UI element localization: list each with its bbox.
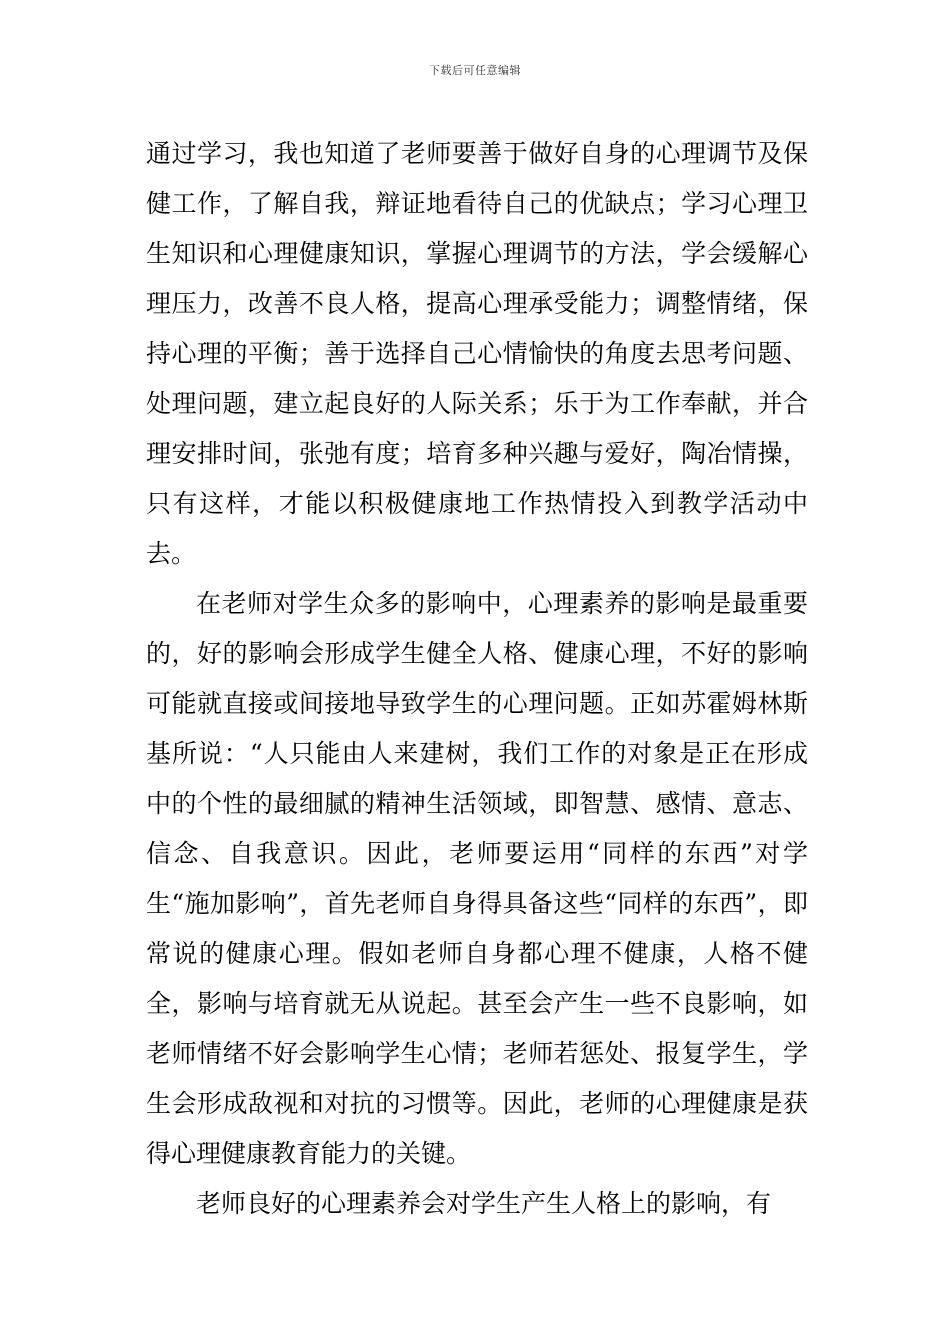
paragraph-1: 通过学习，我也知道了老师要善于做好自身的心理调节及保健工作，了解自我，辩证地看待自己的优缺点；学习心理卫生知识和心理健康知识，掌握心理调节的方法，学会缓解心理压力，改善不良人格，提高心理承受能力；调整情绪，保持心理的平衡；善于选择自己心情愉快的角度去思考问题、处理问题，建立起良好的人际关系；乐于为工作奉献，并合理安排时间，张弛有度；培育多种兴趣与爱好，陶冶情操，只有这样，才能以积极健康地工作热情投入到教学活动中去。 <box>146 139 808 568</box>
document-body <box>146 129 808 1229</box>
paragraph-2: 在老师对学生众多的影响中，心理素养的影响是最重要的，好的影响会形成学生健全人格、健康心理，不好的影响可能就直接或间接地导致学生的心理问题。正如苏霍姆林斯基所说：“人只能由人来建树，我们工作的对象是正在形成中的个性的最细腻的精神生活领域，即智慧、感情、意志、信念、自我意识。因此，老师要运用“同样的东西”对学生“施加影响”，首先老师自身得具备这些“同样的东西”，即常说的健康心理。假如老师自身都心理不健康，人格不健全，影响与培育就无从说起。甚至会产生一些不良影响，如老师情绪不好会影响学生心情；老师若惩处、报复学生，学生会形成敌视和对抗的习惯等。因此，老师的心理健康是获得心理健康教育能力的关键。 <box>146 589 808 1168</box>
page-header: 下载后可任意编辑 <box>429 64 521 77</box>
paragraph-3: 老师良好的心理素养会对学生产生人格上的影响，有 <box>196 1189 772 1218</box>
